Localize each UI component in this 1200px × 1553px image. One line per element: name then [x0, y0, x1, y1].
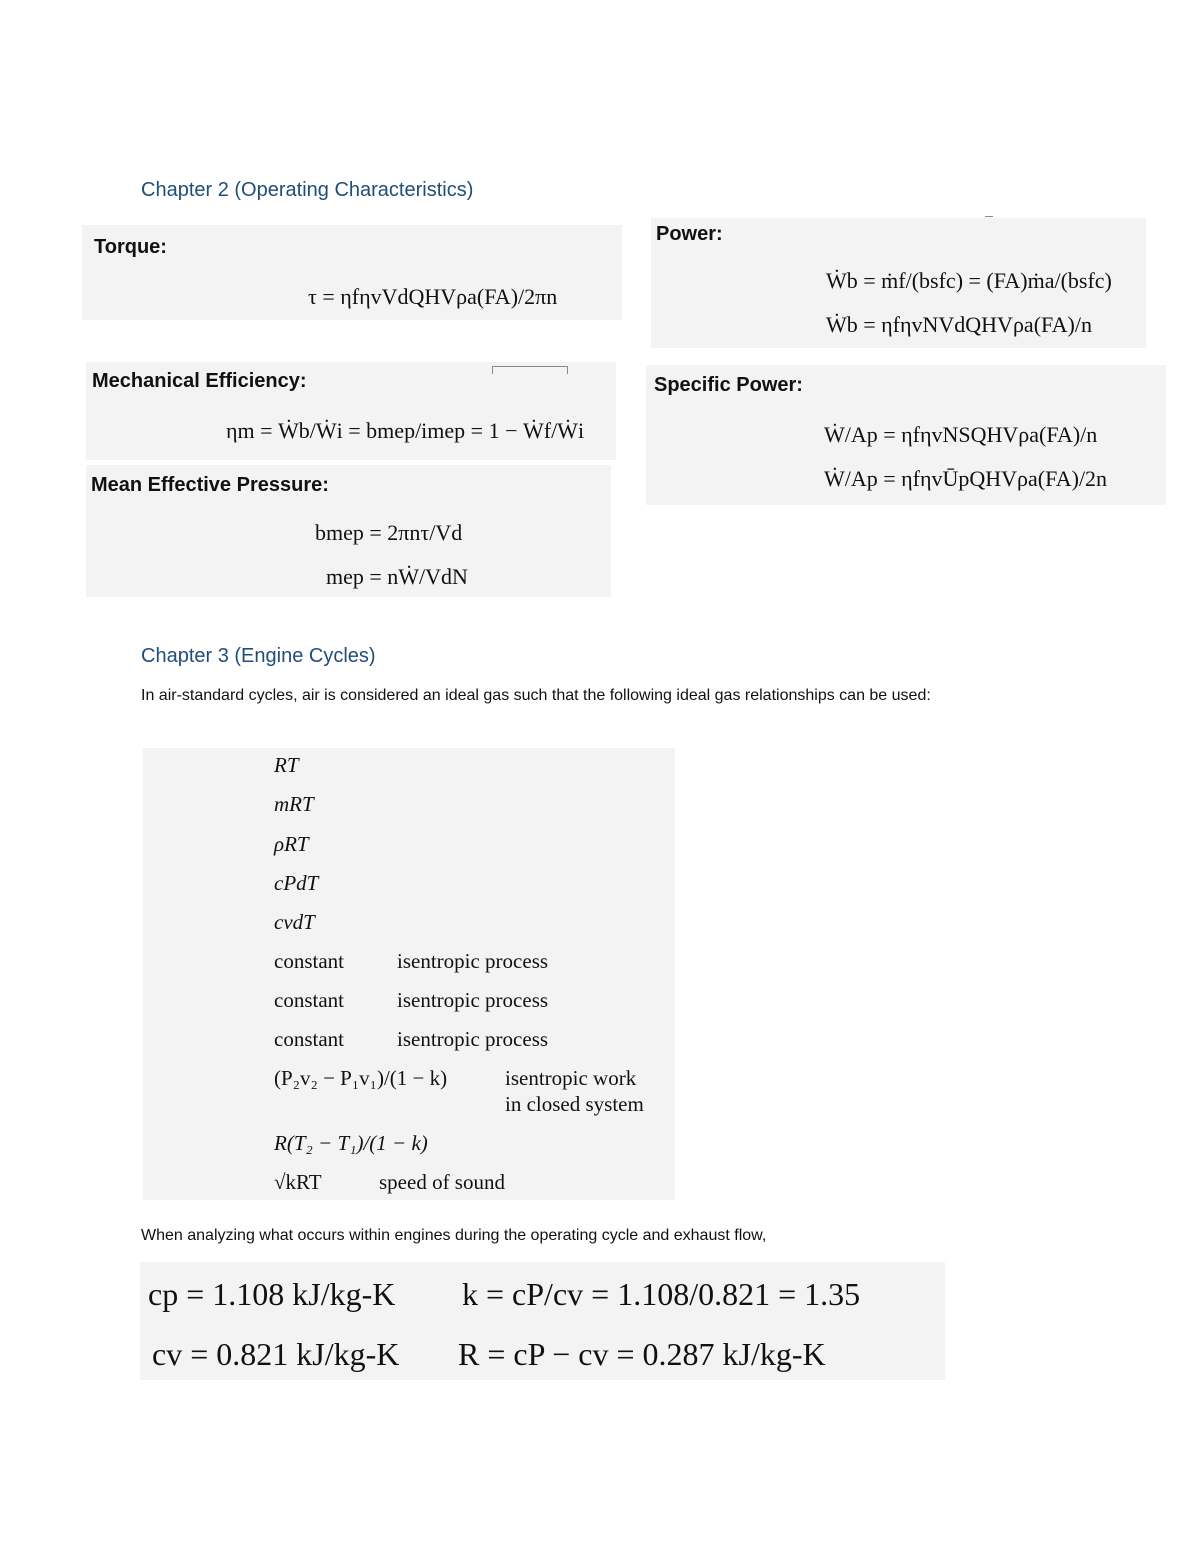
k-ratio: k = cP/cv = 1.108/0.821 = 1.35 [462, 1276, 861, 1312]
power-equation-2: Ẇb = ηfηvNVdQHVρa(FA)/n [826, 312, 1092, 337]
relation-rhs: RT [274, 753, 299, 777]
cp-value: cp = 1.108 kJ/kg-K [148, 1276, 396, 1312]
mep-equation: mep = nẆ/VdN [326, 564, 468, 589]
chapter-3-heading: Chapter 3 (Engine Cycles) [141, 645, 376, 667]
relation-rhs: ρRT [274, 832, 309, 856]
relation-rhs: cvdT [274, 910, 315, 934]
relation-rhs: √kRT [274, 1170, 322, 1194]
relation-note: isentropic process [397, 949, 549, 973]
specific-power-equation-2: Ẇ/Ap = ηfηvŪpQHVρa(FA)/2n [824, 466, 1108, 491]
gas-constant-r: R = cP − cv = 0.287 kJ/kg-K [458, 1336, 826, 1372]
bmep-equation: bmep = 2πnτ/Vd [315, 520, 463, 545]
stray-mark [985, 216, 993, 217]
relation-rhs: cPdT [274, 871, 319, 895]
relation-rhs: constant [274, 988, 344, 1012]
relation-note: in closed system [505, 1092, 644, 1116]
relation-rhs: (P₂v₂ − P₁v₁)/(1 − k) [274, 1066, 448, 1090]
relation-note: speed of sound [379, 1170, 505, 1194]
relation-note: isentropic work [505, 1066, 637, 1090]
power-label: Power: [656, 223, 723, 245]
cv-value: cv = 0.821 kJ/kg-K [152, 1336, 400, 1372]
relation-rhs: constant [274, 1027, 344, 1051]
mep-label: Mean Effective Pressure: [91, 474, 329, 496]
chapter-2-heading: Chapter 2 (Operating Characteristics) [141, 179, 474, 201]
power-equation-1: Ẇb = ṁf/(bsfc) = (FA)ṁa/(bsfc) [826, 268, 1112, 293]
ideal-gas-intro: In air-standard cycles, air is considered an ideal gas such that the following ideal gas relationships can be used: [141, 687, 931, 704]
relation-note: isentropic process [397, 988, 549, 1012]
specific-power-equation-1: Ẇ/Ap = ηfηvNSQHVρa(FA)/n [824, 422, 1098, 447]
stray-mark [567, 366, 568, 374]
relation-rhs: mRT [274, 792, 314, 816]
stray-mark [492, 366, 568, 367]
relation-note: isentropic process [397, 1027, 549, 1051]
specific-power-label: Specific Power: [654, 374, 803, 396]
mech-eff-label: Mechanical Efficiency: [92, 370, 307, 392]
engine-analysis-text: When analyzing what occurs within engines during the operating cycle and exhaust flow, [141, 1227, 767, 1244]
relation-rhs: constant [274, 949, 344, 973]
torque-label: Torque: [94, 236, 167, 258]
torque-equation: τ = ηfηvVdQHVρa(FA)/2πn [308, 284, 558, 309]
mech-eff-equation: ηm = Ẇb/Ẇi = bmep/imep = 1 − Ẇf/Ẇi [226, 418, 585, 443]
relation-rhs: R(T₂ − T₁)/(1 − k) [274, 1131, 428, 1155]
stray-mark [492, 366, 493, 374]
